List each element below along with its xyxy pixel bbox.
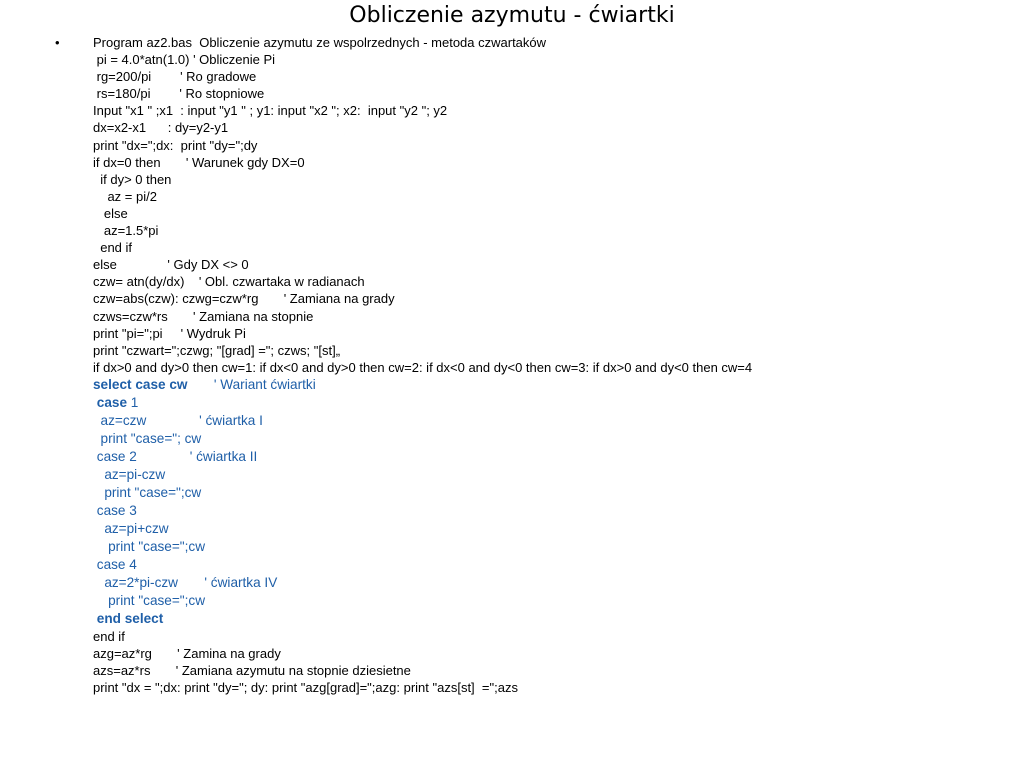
code-line-highlight bbox=[93, 538, 1013, 556]
code-text: print "case=";cw bbox=[93, 592, 206, 608]
code-line-highlight bbox=[93, 484, 1013, 502]
code-text: 1 bbox=[127, 394, 139, 410]
code-line: azs=az*rs ' Zamiana azymutu na stopnie dziesietne bbox=[93, 663, 411, 679]
code-line: rs=180/pi ' Ro stopniowe bbox=[93, 86, 265, 102]
code-text: az=pi-czw bbox=[93, 466, 166, 482]
code-line: azg=az*rg ' Zamina na grady bbox=[93, 645, 281, 661]
code-text: print "case=";cw bbox=[93, 538, 206, 554]
keyword: case bbox=[93, 394, 128, 410]
comment: ' Wariant ćwiartki bbox=[187, 376, 316, 392]
code-line: if dx=0 then ' Warunek gdy DX=0 bbox=[93, 154, 305, 170]
code-text: case 4 bbox=[93, 556, 137, 572]
code-line-highlight bbox=[93, 466, 1013, 484]
code-text: print "case="; cw bbox=[93, 430, 202, 446]
keyword: select case cw bbox=[93, 376, 188, 392]
code-line: dx=x2-x1 : dy=y2-y1 bbox=[93, 120, 229, 136]
bullet-marker: • bbox=[55, 35, 60, 50]
code-line: if dx>0 and dy>0 then cw=1: if dx<0 and dy>0 then cw=2: if dx<0 and dy<0 then cw=3: if dx>0 and dy<0 then cw=4 bbox=[93, 359, 753, 375]
code-text: print "case=";cw bbox=[93, 484, 202, 500]
keyword: end select bbox=[93, 610, 164, 626]
code-text: az=czw ' ćwiartka I bbox=[93, 412, 263, 428]
code-line: end if bbox=[93, 240, 133, 256]
code-line-highlight bbox=[93, 574, 1013, 592]
slide-title: Obliczenie azymutu - ćwiartki bbox=[349, 3, 675, 28]
code-text: az=pi+czw bbox=[93, 520, 169, 536]
code-line: Program az2.bas Obliczenie azymutu ze wspolrzednych - metoda czwartaków bbox=[93, 35, 547, 50]
code-line: Input "x1 " ;x1 : input "y1 " ; y1: input "x2 "; x2: input "y2 "; y2 bbox=[93, 103, 448, 119]
code-listing bbox=[93, 34, 1013, 696]
code-line: rg=200/pi ' Ro gradowe bbox=[93, 69, 257, 85]
code-line: print "dx = ";dx: print "dy="; dy: print "azg[grad]=";azg: print "azs[st] =";azs bbox=[93, 680, 518, 696]
code-line-highlight bbox=[93, 556, 1013, 574]
code-line: az = pi/2 bbox=[93, 188, 157, 204]
code-line: else ' Gdy DX <> 0 bbox=[93, 257, 249, 273]
code-line: czw=abs(czw): czwg=czw*rg ' Zamiana na grady bbox=[93, 291, 395, 307]
code-line-highlight bbox=[93, 412, 1013, 430]
code-line-highlight bbox=[93, 394, 1013, 412]
code-line-highlight bbox=[93, 610, 1013, 628]
code-line-highlight bbox=[93, 520, 1013, 538]
code-line-highlight bbox=[93, 592, 1013, 610]
code-line: end if bbox=[93, 628, 125, 644]
code-line: print "czwart=";czwg; "[grad] ="; czws; "[st]„ bbox=[93, 342, 341, 358]
code-line-highlight bbox=[93, 376, 1013, 394]
code-line: pi = 4.0*atn(1.0) ' Obliczenie Pi bbox=[93, 52, 276, 68]
code-text: case 3 bbox=[93, 502, 137, 518]
code-line: print "dx=";dx: print "dy=";dy bbox=[93, 137, 258, 153]
code-line-highlight bbox=[93, 502, 1013, 520]
code-line: else bbox=[93, 205, 128, 221]
code-line-highlight bbox=[93, 430, 1013, 448]
code-line: if dy> 0 then bbox=[93, 171, 172, 187]
code-line: print "pi=";pi ' Wydruk Pi bbox=[93, 325, 246, 341]
code-text: az=2*pi-czw ' ćwiartka IV bbox=[93, 574, 278, 590]
code-line: az=1.5*pi bbox=[93, 223, 159, 239]
code-line-highlight bbox=[93, 448, 1013, 466]
code-line: czw= atn(dy/dx) ' Obl. czwartaka w radianach bbox=[93, 274, 365, 290]
code-text: case 2 ' ćwiartka II bbox=[93, 448, 258, 464]
code-line: czws=czw*rs ' Zamiana na stopnie bbox=[93, 308, 314, 324]
